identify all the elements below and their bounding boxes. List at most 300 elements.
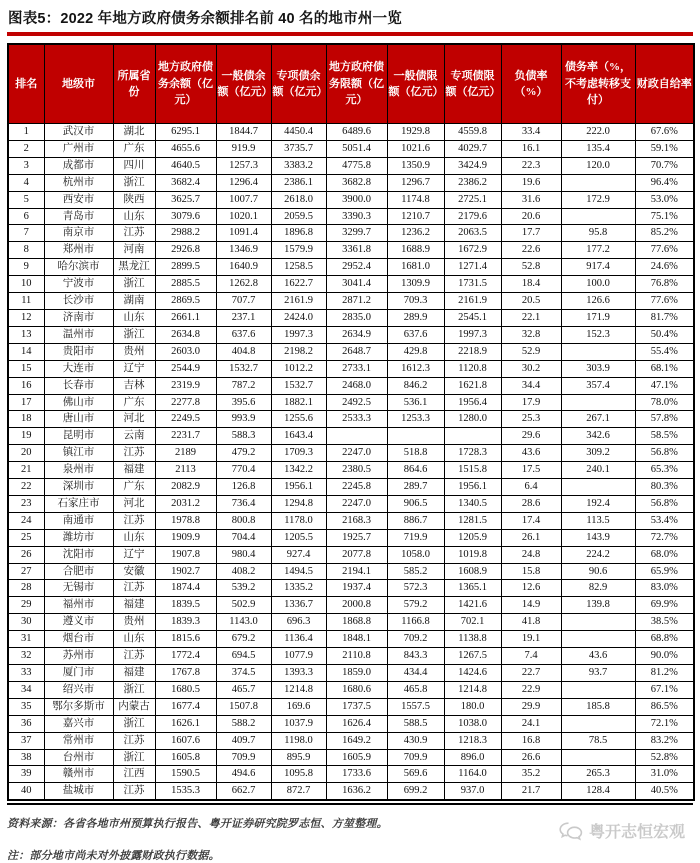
- cell-general-bond-limit: [387, 428, 444, 445]
- cell-general-bond-limit: 699.2: [387, 783, 444, 800]
- table-row: [8, 766, 694, 783]
- cell-city: 杭州市: [44, 174, 113, 191]
- cell-province: 浙江: [113, 174, 155, 191]
- cell-general-bond-limit: 709.3: [387, 293, 444, 310]
- cell-fiscal-self-sufficiency: 85.2%: [635, 225, 694, 242]
- cell-general-bond-balance: 1007.7: [216, 191, 271, 208]
- cell-province: 广东: [113, 394, 155, 411]
- cell-special-bond-balance: 1579.9: [271, 242, 326, 259]
- cell-general-bond-limit: 465.8: [387, 681, 444, 698]
- cell-special-bond-limit: 4559.8: [444, 124, 501, 141]
- cell-debt-limit: 1859.0: [326, 665, 387, 682]
- cell-debt-balance: 2249.5: [155, 411, 216, 428]
- cell-debt-limit: 2468.0: [326, 377, 387, 394]
- cell-general-bond-balance: 1262.8: [216, 276, 271, 293]
- cell-special-bond-limit: 1728.3: [444, 445, 501, 462]
- cell-rank: 12: [8, 309, 44, 326]
- cell-rank: 39: [8, 766, 44, 783]
- table-row: [8, 191, 694, 208]
- cell-debt-limit: 3041.4: [326, 276, 387, 293]
- cell-general-bond-limit: 1929.8: [387, 124, 444, 141]
- cell-rank: 36: [8, 715, 44, 732]
- cell-fiscal-self-sufficiency: 83.0%: [635, 580, 694, 597]
- table-row: [8, 698, 694, 715]
- cell-special-bond-balance: 3383.2: [271, 157, 326, 174]
- cell-debt-balance: 2603.0: [155, 343, 216, 360]
- cell-debt-balance: 2189: [155, 445, 216, 462]
- cell-debt-ratio: 185.8: [561, 698, 635, 715]
- cell-city: 镇江市: [44, 445, 113, 462]
- cell-general-bond-balance: 494.6: [216, 766, 271, 783]
- cell-special-bond-limit: 702.1: [444, 614, 501, 631]
- cell-general-bond-limit: 585.2: [387, 563, 444, 580]
- cell-fiscal-self-sufficiency: 57.8%: [635, 411, 694, 428]
- cell-debt-limit: 2110.8: [326, 648, 387, 665]
- cell-city: 贵阳市: [44, 343, 113, 360]
- cell-general-bond-balance: 1346.9: [216, 242, 271, 259]
- cell-general-bond-limit: 906.5: [387, 495, 444, 512]
- cell-debt-ratio: 152.3: [561, 326, 635, 343]
- cell-fiscal-self-sufficiency: 72.1%: [635, 715, 694, 732]
- cell-fiscal-self-sufficiency: 68.0%: [635, 546, 694, 563]
- cell-rank: 13: [8, 326, 44, 343]
- cell-province: 浙江: [113, 749, 155, 766]
- cell-city: 无锡市: [44, 580, 113, 597]
- cell-special-bond-limit: 1267.5: [444, 648, 501, 665]
- cell-rank: 22: [8, 479, 44, 496]
- cell-city: 广州市: [44, 140, 113, 157]
- cell-debt-ratio: 309.2: [561, 445, 635, 462]
- table-row: [8, 614, 694, 631]
- cell-general-bond-balance: 237.1: [216, 309, 271, 326]
- cell-debt-balance: 2899.5: [155, 259, 216, 276]
- cell-general-bond-limit: 588.5: [387, 715, 444, 732]
- cell-special-bond-balance: 2424.0: [271, 309, 326, 326]
- cell-general-bond-limit: 1058.0: [387, 546, 444, 563]
- cell-general-bond-balance: 1257.3: [216, 157, 271, 174]
- cell-debt-ratio: 192.4: [561, 495, 635, 512]
- cell-general-bond-limit: 709.2: [387, 631, 444, 648]
- cell-special-bond-balance: 895.9: [271, 749, 326, 766]
- cell-liability-ratio: 35.2: [501, 766, 561, 783]
- cell-special-bond-balance: 1178.0: [271, 512, 326, 529]
- cell-debt-limit: 2194.1: [326, 563, 387, 580]
- cell-general-bond-balance: 395.6: [216, 394, 271, 411]
- cell-special-bond-limit: 1205.9: [444, 529, 501, 546]
- cell-city: 绍兴市: [44, 681, 113, 698]
- cell-city: 烟台市: [44, 631, 113, 648]
- cell-rank: 10: [8, 276, 44, 293]
- table-row: [8, 208, 694, 225]
- cell-debt-balance: 1909.9: [155, 529, 216, 546]
- cell-general-bond-limit: 569.6: [387, 766, 444, 783]
- cell-rank: 2: [8, 140, 44, 157]
- cell-general-bond-limit: 1350.9: [387, 157, 444, 174]
- cell-liability-ratio: 21.7: [501, 783, 561, 800]
- cell-debt-limit: 1680.6: [326, 681, 387, 698]
- cell-general-bond-balance: 736.4: [216, 495, 271, 512]
- cell-city: 福州市: [44, 597, 113, 614]
- cell-debt-balance: 2231.7: [155, 428, 216, 445]
- table-row: [8, 681, 694, 698]
- chat-bubbles-icon: [558, 821, 584, 841]
- cell-general-bond-limit: 572.3: [387, 580, 444, 597]
- cell-fiscal-self-sufficiency: 69.9%: [635, 597, 694, 614]
- cell-special-bond-limit: 2218.9: [444, 343, 501, 360]
- cell-debt-ratio: 357.4: [561, 377, 635, 394]
- cell-city: 长春市: [44, 377, 113, 394]
- cell-city: 台州市: [44, 749, 113, 766]
- cell-general-bond-balance: 588.3: [216, 428, 271, 445]
- cell-debt-limit: 3900.0: [326, 191, 387, 208]
- cell-general-bond-limit: 719.9: [387, 529, 444, 546]
- cell-debt-limit: 1626.4: [326, 715, 387, 732]
- cell-general-bond-limit: 864.6: [387, 462, 444, 479]
- cell-liability-ratio: 14.9: [501, 597, 561, 614]
- cell-debt-limit: 6489.6: [326, 124, 387, 141]
- cell-special-bond-limit: 1365.1: [444, 580, 501, 597]
- cell-rank: 26: [8, 546, 44, 563]
- cell-province: 内蒙古: [113, 698, 155, 715]
- cell-general-bond-limit: 1688.9: [387, 242, 444, 259]
- column-header-special-bond-balance: 专项债余额（亿元）: [271, 44, 326, 124]
- cell-rank: 18: [8, 411, 44, 428]
- cell-special-bond-limit: 1424.6: [444, 665, 501, 682]
- cell-debt-balance: 2319.9: [155, 377, 216, 394]
- cell-debt-ratio: 100.0: [561, 276, 635, 293]
- cell-city: 昆明市: [44, 428, 113, 445]
- cell-rank: 3: [8, 157, 44, 174]
- cell-rank: 25: [8, 529, 44, 546]
- table-row: [8, 512, 694, 529]
- cell-rank: 30: [8, 614, 44, 631]
- cell-general-bond-limit: 1309.9: [387, 276, 444, 293]
- table-row: [8, 715, 694, 732]
- cell-special-bond-limit: 1281.5: [444, 512, 501, 529]
- cell-liability-ratio: 19.6: [501, 174, 561, 191]
- cell-city: 石家庄市: [44, 495, 113, 512]
- cell-rank: 35: [8, 698, 44, 715]
- cell-city: 厦门市: [44, 665, 113, 682]
- cell-province: 山东: [113, 309, 155, 326]
- cell-city: 青岛市: [44, 208, 113, 225]
- cell-special-bond-balance: 1342.2: [271, 462, 326, 479]
- cell-debt-balance: 2113: [155, 462, 216, 479]
- table-row: [8, 343, 694, 360]
- cell-province: 湖南: [113, 293, 155, 310]
- cell-general-bond-balance: 993.9: [216, 411, 271, 428]
- column-header-general-bond-limit: 一般债限额（亿元）: [387, 44, 444, 124]
- table-row: [8, 648, 694, 665]
- cell-debt-limit: 3361.8: [326, 242, 387, 259]
- cell-liability-ratio: 32.8: [501, 326, 561, 343]
- cell-fiscal-self-sufficiency: 58.5%: [635, 428, 694, 445]
- table-row: [8, 462, 694, 479]
- cell-special-bond-limit: 2161.9: [444, 293, 501, 310]
- cell-rank: 17: [8, 394, 44, 411]
- cell-special-bond-limit: 1164.0: [444, 766, 501, 783]
- table-row: [8, 445, 694, 462]
- table-row: [8, 597, 694, 614]
- cell-general-bond-limit: 1236.2: [387, 225, 444, 242]
- debt-ranking-table: [7, 43, 695, 801]
- cell-rank: 5: [8, 191, 44, 208]
- cell-debt-balance: 1978.8: [155, 512, 216, 529]
- cell-fiscal-self-sufficiency: 47.1%: [635, 377, 694, 394]
- cell-general-bond-limit: 289.7: [387, 479, 444, 496]
- cell-liability-ratio: 6.4: [501, 479, 561, 496]
- cell-debt-balance: 3682.4: [155, 174, 216, 191]
- cell-fiscal-self-sufficiency: 80.3%: [635, 479, 694, 496]
- table-row: [8, 309, 694, 326]
- cell-liability-ratio: 34.4: [501, 377, 561, 394]
- cell-fiscal-self-sufficiency: 81.7%: [635, 309, 694, 326]
- cell-debt-balance: 2988.2: [155, 225, 216, 242]
- cell-debt-ratio: 177.2: [561, 242, 635, 259]
- cell-special-bond-limit: 1214.8: [444, 681, 501, 698]
- cell-province: 江苏: [113, 445, 155, 462]
- cell-province: 贵州: [113, 614, 155, 631]
- cell-debt-ratio: [561, 174, 635, 191]
- cell-debt-limit: 3390.3: [326, 208, 387, 225]
- cell-rank: 27: [8, 563, 44, 580]
- cell-debt-balance: 1626.1: [155, 715, 216, 732]
- cell-special-bond-limit: 1672.9: [444, 242, 501, 259]
- cell-general-bond-limit: 709.9: [387, 749, 444, 766]
- table-row: [8, 225, 694, 242]
- footer: [7, 815, 693, 863]
- cell-special-bond-limit: 1731.5: [444, 276, 501, 293]
- cell-special-bond-balance: 1255.6: [271, 411, 326, 428]
- cell-fiscal-self-sufficiency: 53.4%: [635, 512, 694, 529]
- cell-general-bond-limit: 429.8: [387, 343, 444, 360]
- cell-fiscal-self-sufficiency: 68.1%: [635, 360, 694, 377]
- cell-general-bond-balance: 919.9: [216, 140, 271, 157]
- cell-debt-limit: 1925.7: [326, 529, 387, 546]
- cell-general-bond-limit: 1166.8: [387, 614, 444, 631]
- cell-debt-limit: 1733.6: [326, 766, 387, 783]
- cell-special-bond-limit: 2063.5: [444, 225, 501, 242]
- cell-fiscal-self-sufficiency: 83.2%: [635, 732, 694, 749]
- cell-province: 山东: [113, 208, 155, 225]
- cell-debt-limit: 2533.3: [326, 411, 387, 428]
- cell-liability-ratio: 12.6: [501, 580, 561, 597]
- cell-debt-ratio: 82.9: [561, 580, 635, 597]
- cell-debt-limit: 1737.5: [326, 698, 387, 715]
- cell-province: 黑龙江: [113, 259, 155, 276]
- cell-general-bond-balance: 980.4: [216, 546, 271, 563]
- cell-liability-ratio: 20.5: [501, 293, 561, 310]
- cell-city: 温州市: [44, 326, 113, 343]
- cell-province: 江苏: [113, 225, 155, 242]
- cell-liability-ratio: 29.6: [501, 428, 561, 445]
- cell-special-bond-limit: 1120.8: [444, 360, 501, 377]
- cell-liability-ratio: 22.1: [501, 309, 561, 326]
- cell-liability-ratio: 52.9: [501, 343, 561, 360]
- cell-fiscal-self-sufficiency: 76.8%: [635, 276, 694, 293]
- cell-liability-ratio: 17.4: [501, 512, 561, 529]
- cell-liability-ratio: 17.7: [501, 225, 561, 242]
- cell-liability-ratio: 25.3: [501, 411, 561, 428]
- table-row: [8, 360, 694, 377]
- cell-rank: 20: [8, 445, 44, 462]
- cell-province: 江苏: [113, 648, 155, 665]
- cell-rank: 19: [8, 428, 44, 445]
- column-header-fiscal-self-sufficiency: 财政自给率: [635, 44, 694, 124]
- cell-general-bond-limit: 1681.0: [387, 259, 444, 276]
- cell-debt-balance: 1605.8: [155, 749, 216, 766]
- cell-special-bond-balance: 1622.7: [271, 276, 326, 293]
- cell-liability-ratio: 7.4: [501, 648, 561, 665]
- cell-rank: 14: [8, 343, 44, 360]
- cell-fiscal-self-sufficiency: 56.8%: [635, 445, 694, 462]
- cell-fiscal-self-sufficiency: 56.8%: [635, 495, 694, 512]
- cell-general-bond-balance: 502.9: [216, 597, 271, 614]
- table-row: [8, 326, 694, 343]
- cell-fiscal-self-sufficiency: 53.0%: [635, 191, 694, 208]
- table-row: [8, 580, 694, 597]
- cell-province: 浙江: [113, 326, 155, 343]
- cell-debt-ratio: 267.1: [561, 411, 635, 428]
- cell-general-bond-limit: 886.7: [387, 512, 444, 529]
- cell-special-bond-balance: 4450.4: [271, 124, 326, 141]
- cell-general-bond-limit: 434.4: [387, 665, 444, 682]
- cell-general-bond-balance: 1532.7: [216, 360, 271, 377]
- cell-debt-ratio: [561, 715, 635, 732]
- cell-province: 江苏: [113, 580, 155, 597]
- cell-liability-ratio: 24.1: [501, 715, 561, 732]
- cell-city: 南京市: [44, 225, 113, 242]
- cell-city: 哈尔滨市: [44, 259, 113, 276]
- cell-debt-balance: 1902.7: [155, 563, 216, 580]
- cell-debt-balance: 3079.6: [155, 208, 216, 225]
- cell-province: 云南: [113, 428, 155, 445]
- cell-debt-balance: 1535.3: [155, 783, 216, 800]
- table-body: [8, 124, 694, 801]
- cell-debt-ratio: [561, 394, 635, 411]
- cell-fiscal-self-sufficiency: 31.0%: [635, 766, 694, 783]
- cell-special-bond-balance: 3735.7: [271, 140, 326, 157]
- cell-liability-ratio: 22.3: [501, 157, 561, 174]
- cell-special-bond-balance: 1012.2: [271, 360, 326, 377]
- cell-special-bond-limit: [444, 428, 501, 445]
- table-row: [8, 174, 694, 191]
- cell-debt-limit: 2245.8: [326, 479, 387, 496]
- table-row: [8, 529, 694, 546]
- table-row: [8, 411, 694, 428]
- cell-province: 辽宁: [113, 360, 155, 377]
- table-row: [8, 563, 694, 580]
- cell-city: 郑州市: [44, 242, 113, 259]
- cell-city: 盐城市: [44, 783, 113, 800]
- cell-general-bond-balance: 465.7: [216, 681, 271, 698]
- cell-debt-ratio: [561, 681, 635, 698]
- cell-general-bond-balance: 126.8: [216, 479, 271, 496]
- cell-special-bond-limit: 937.0: [444, 783, 501, 800]
- cell-debt-limit: 2000.8: [326, 597, 387, 614]
- table-header-row: [8, 44, 694, 124]
- cell-fiscal-self-sufficiency: 96.4%: [635, 174, 694, 191]
- cell-fiscal-self-sufficiency: 81.2%: [635, 665, 694, 682]
- cell-province: 吉林: [113, 377, 155, 394]
- cell-debt-limit: 2634.9: [326, 326, 387, 343]
- column-header-liability-ratio: 负债率（%）: [501, 44, 561, 124]
- brand-name: 粤开志恒宏观: [588, 824, 685, 842]
- cell-special-bond-limit: 1340.5: [444, 495, 501, 512]
- cell-province: 广东: [113, 479, 155, 496]
- cell-debt-ratio: 265.3: [561, 766, 635, 783]
- cell-general-bond-limit: 637.6: [387, 326, 444, 343]
- cell-general-bond-limit: 289.9: [387, 309, 444, 326]
- cell-general-bond-limit: 1557.5: [387, 698, 444, 715]
- cell-special-bond-limit: 1621.8: [444, 377, 501, 394]
- cell-rank: 6: [8, 208, 44, 225]
- cell-special-bond-limit: 3424.9: [444, 157, 501, 174]
- cell-special-bond-balance: 2198.2: [271, 343, 326, 360]
- cell-special-bond-limit: 2179.6: [444, 208, 501, 225]
- table-row: [8, 259, 694, 276]
- cell-debt-limit: 2168.3: [326, 512, 387, 529]
- cell-special-bond-limit: 896.0: [444, 749, 501, 766]
- cell-special-bond-limit: 1038.0: [444, 715, 501, 732]
- cell-city: 成都市: [44, 157, 113, 174]
- cell-debt-ratio: 222.0: [561, 124, 635, 141]
- table-row: [8, 377, 694, 394]
- cell-general-bond-limit: 1021.6: [387, 140, 444, 157]
- cell-city: 遵义市: [44, 614, 113, 631]
- cell-province: 河南: [113, 242, 155, 259]
- cell-debt-limit: 2871.2: [326, 293, 387, 310]
- cell-debt-limit: 2077.8: [326, 546, 387, 563]
- cell-province: 湖北: [113, 124, 155, 141]
- column-header-debt-balance: 地方政府债务余额（亿元）: [155, 44, 216, 124]
- cell-debt-limit: 2648.7: [326, 343, 387, 360]
- cell-province: 辽宁: [113, 546, 155, 563]
- cell-special-bond-balance: 1205.5: [271, 529, 326, 546]
- cell-general-bond-balance: 704.4: [216, 529, 271, 546]
- cell-debt-balance: 2926.8: [155, 242, 216, 259]
- cell-special-bond-balance: 1335.2: [271, 580, 326, 597]
- figure-title: 图表5：2022 年地方政府债务余额排名前 40 名的地市州一览: [8, 11, 402, 27]
- cell-fiscal-self-sufficiency: 68.8%: [635, 631, 694, 648]
- cell-general-bond-balance: 408.2: [216, 563, 271, 580]
- cell-city: 常州市: [44, 732, 113, 749]
- cell-general-bond-balance: 787.2: [216, 377, 271, 394]
- cell-liability-ratio: 16.8: [501, 732, 561, 749]
- cell-general-bond-balance: 637.6: [216, 326, 271, 343]
- table-row: [8, 428, 694, 445]
- cell-debt-limit: 2492.5: [326, 394, 387, 411]
- cell-special-bond-balance: 1393.3: [271, 665, 326, 682]
- cell-special-bond-limit: 1956.1: [444, 479, 501, 496]
- cell-city: 西安市: [44, 191, 113, 208]
- cell-debt-balance: 4655.6: [155, 140, 216, 157]
- cell-fiscal-self-sufficiency: 86.5%: [635, 698, 694, 715]
- cell-fiscal-self-sufficiency: 59.1%: [635, 140, 694, 157]
- cell-debt-limit: 2733.1: [326, 360, 387, 377]
- cell-general-bond-limit: 430.9: [387, 732, 444, 749]
- title-underline: [7, 32, 693, 36]
- cell-fiscal-self-sufficiency: 55.4%: [635, 343, 694, 360]
- cell-city: 苏州市: [44, 648, 113, 665]
- cell-city: 长沙市: [44, 293, 113, 310]
- cell-debt-limit: 2247.0: [326, 495, 387, 512]
- cell-debt-limit: 5051.4: [326, 140, 387, 157]
- cell-special-bond-limit: 1997.3: [444, 326, 501, 343]
- cell-debt-balance: 6295.1: [155, 124, 216, 141]
- cell-debt-balance: 2544.9: [155, 360, 216, 377]
- cell-general-bond-limit: 1296.7: [387, 174, 444, 191]
